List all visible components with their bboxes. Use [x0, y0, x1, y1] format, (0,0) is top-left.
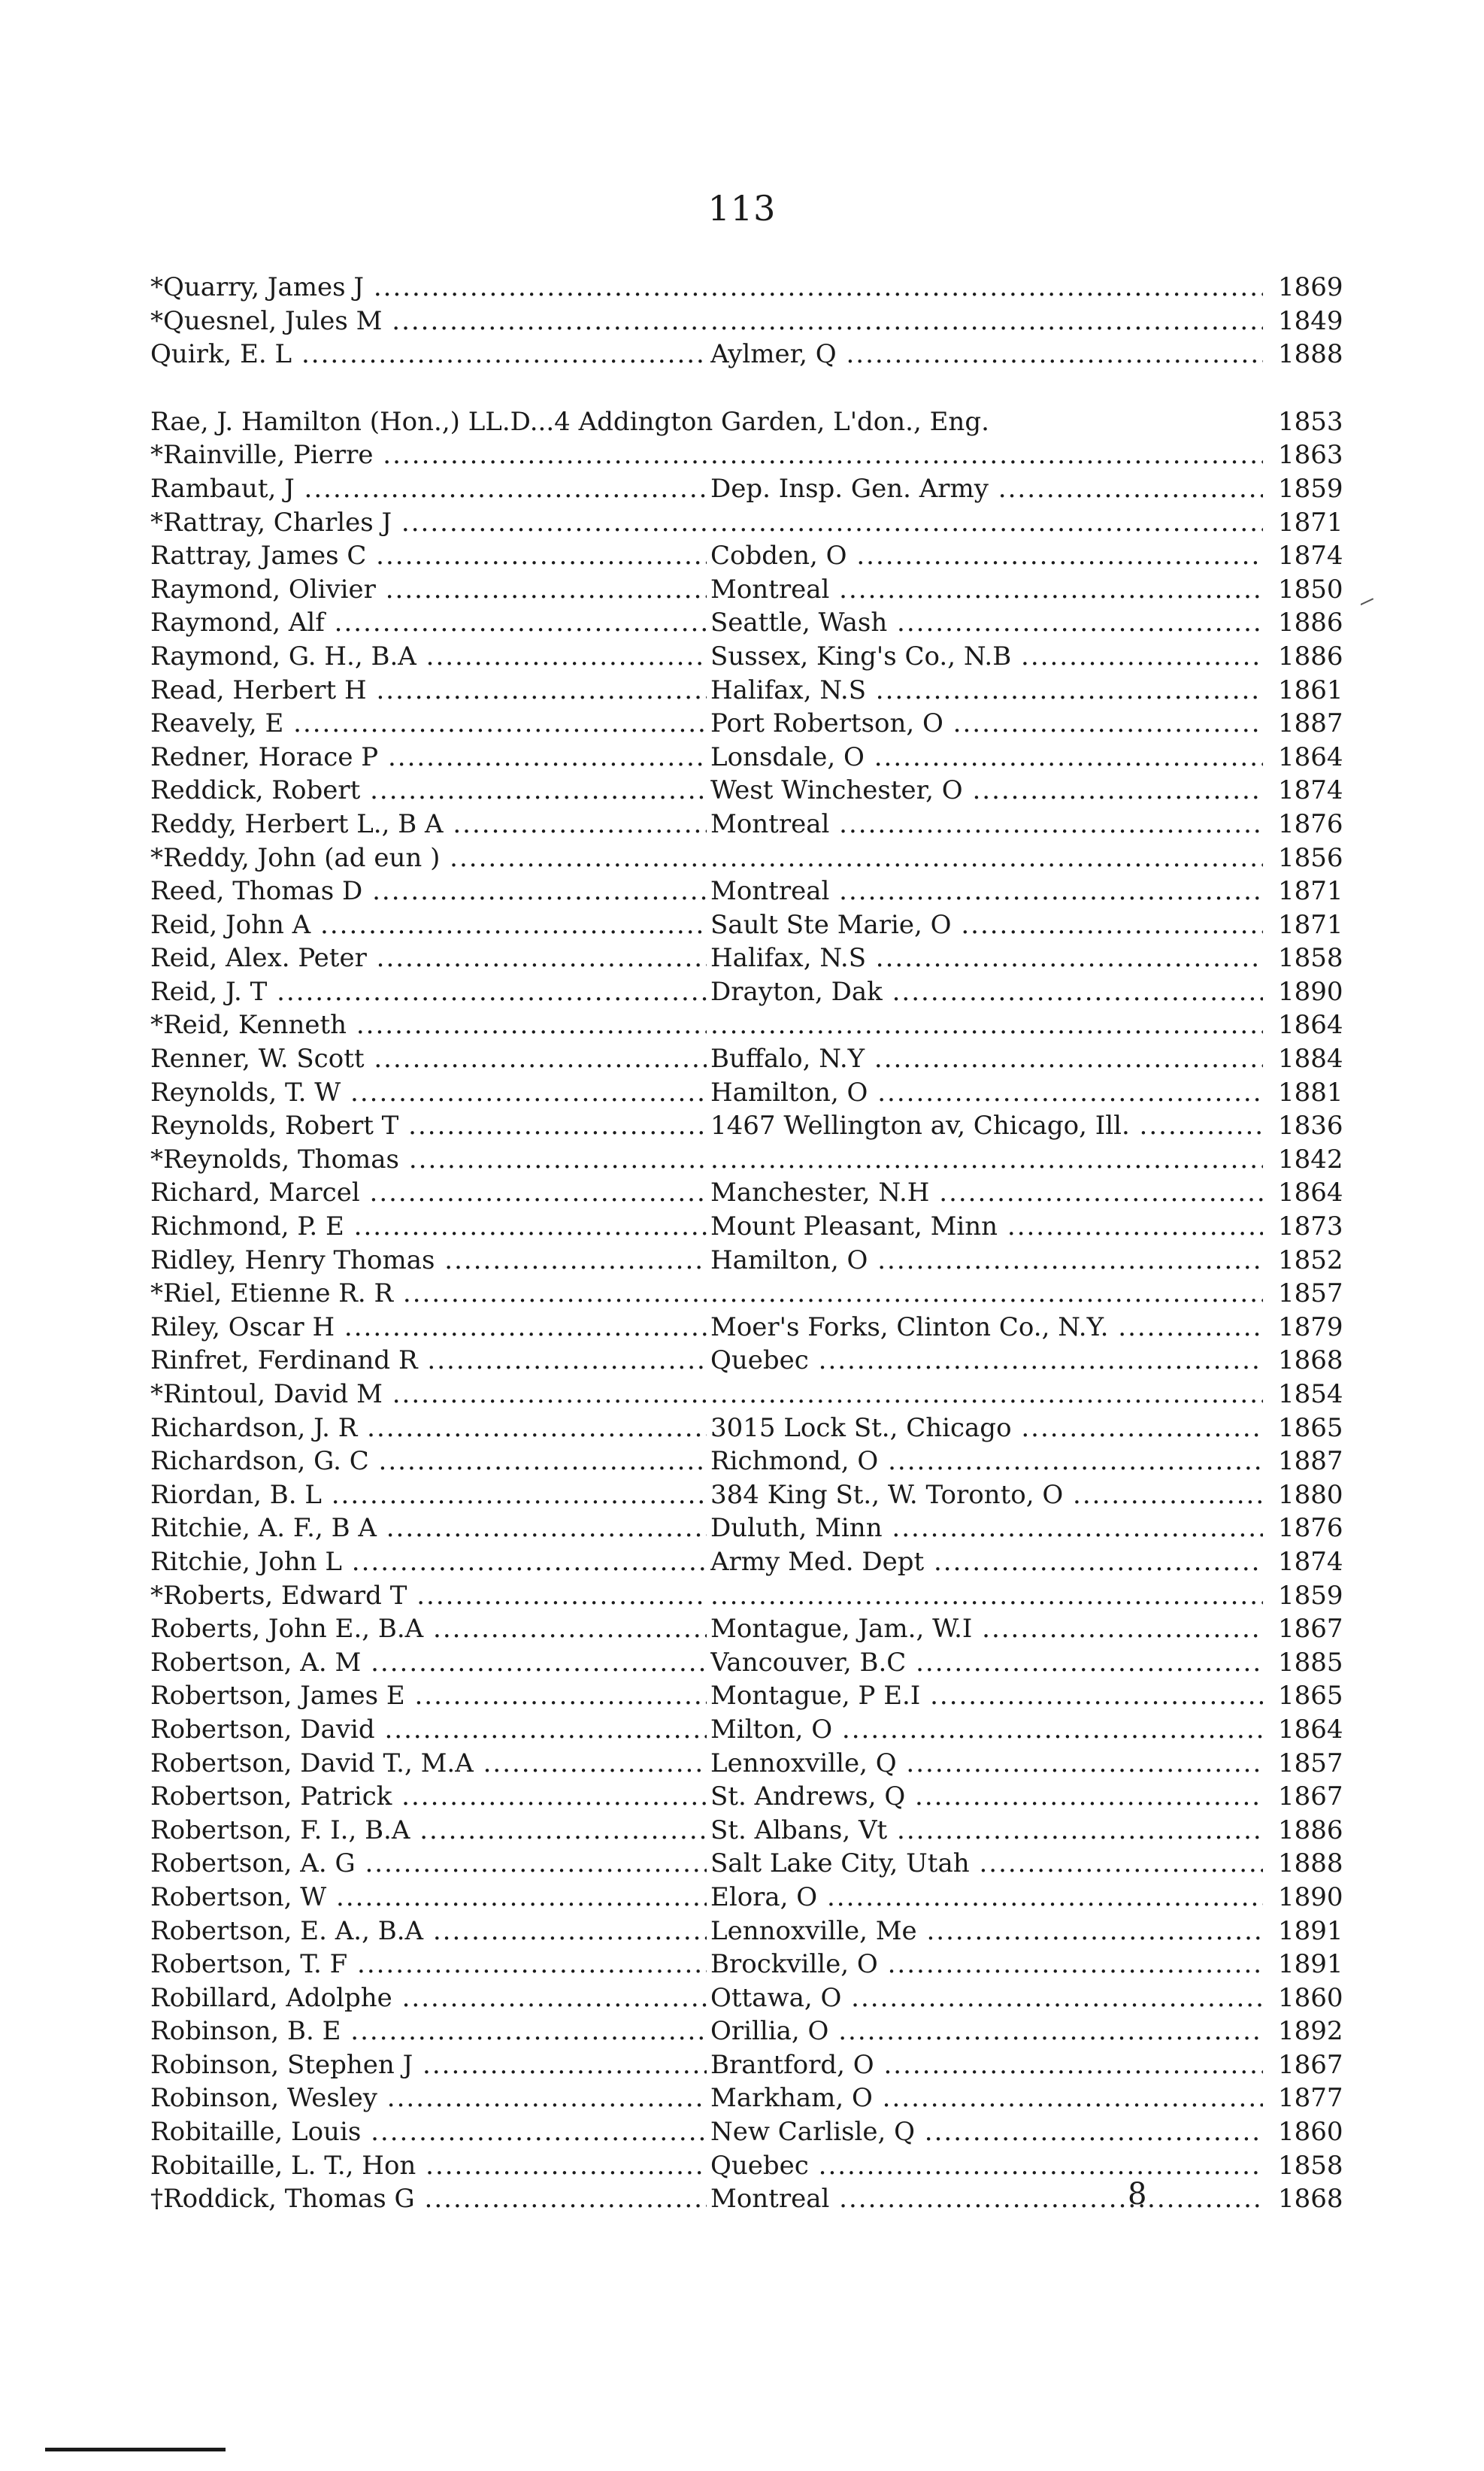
entry-location: Duluth, Minn .....	[710, 1511, 1263, 1545]
entry-location: Buffalo, N.Y .....	[710, 1042, 1263, 1076]
entry-year: 1861	[1272, 674, 1361, 708]
directory-entry	[150, 808, 1361, 841]
entry-year: 1887	[1272, 707, 1361, 741]
entry-location: Salt Lake City, Utah .....	[710, 1847, 1263, 1881]
entry-year: 1887	[1272, 1445, 1361, 1478]
entry-name: Robertson, W .....	[150, 1881, 707, 1915]
entry-year: 1874	[1272, 774, 1361, 808]
entry-year: 1867	[1272, 2048, 1361, 2082]
entry-name: Quirk, E. L .....	[150, 338, 707, 371]
directory-entry	[150, 305, 1361, 338]
entry-name: Reid, Alex. Peter .....	[150, 941, 707, 975]
entry-name: Reddick, Robert .....	[150, 774, 707, 808]
entry-location: St. Andrews, Q .....	[710, 1780, 1263, 1814]
directory-entry	[150, 1176, 1361, 1210]
entry-year: 1867	[1272, 1612, 1361, 1646]
entry-year: 1860	[1272, 2115, 1361, 2149]
entry-name: Raymond, Olivier .....	[150, 573, 707, 607]
directory-entry	[150, 271, 1361, 305]
entry-name: Robertson, F. I., B.A .....	[150, 1814, 707, 1848]
directory-entry	[150, 2182, 1361, 2216]
directory-entry	[150, 1545, 1361, 1579]
entry-year: 1850	[1272, 573, 1361, 607]
entry-name: Reddy, Herbert L., B A .....	[150, 808, 707, 841]
entry-location: Manchester, N.H .....	[710, 1176, 1263, 1210]
entry-name: Robertson, A. G .....	[150, 1847, 707, 1881]
entry-year: 1867	[1272, 1780, 1361, 1814]
entry-year: 1871	[1272, 875, 1361, 908]
directory-entry	[150, 640, 1361, 674]
directory-entry	[150, 1915, 1361, 1948]
entry-name: Richmond, P. E .....	[150, 1210, 707, 1244]
entry-year: 1890	[1272, 975, 1361, 1009]
entry-name: Ridley, Henry Thomas .....	[150, 1244, 707, 1278]
entry-name: Reavely, E .....	[150, 707, 707, 741]
directory-entry	[150, 1579, 1361, 1613]
directory-entry	[150, 1881, 1361, 1915]
entry-name: Riley, Oscar H .....	[150, 1311, 707, 1345]
entry-name: Redner, Horace P .....	[150, 741, 707, 775]
directory-list	[150, 271, 1361, 2216]
directory-entry	[150, 472, 1361, 506]
entry-year: 1871	[1272, 908, 1361, 942]
entry-name: Riordan, B. L .....	[150, 1478, 707, 1512]
entry-year: 1868	[1272, 1344, 1361, 1378]
directory-entry	[150, 1143, 1361, 1177]
directory-entry	[150, 1109, 1361, 1143]
entry-name: Reid, J. T .....	[150, 975, 707, 1009]
entry-year: 1860	[1272, 1981, 1361, 2015]
directory-entry	[150, 1277, 1361, 1311]
entry-name: Robertson, T. F .....	[150, 1948, 707, 1981]
entry-location: Hamilton, O .....	[710, 1076, 1263, 1110]
entry-name: Raymond, G. H., B.A .....	[150, 640, 707, 674]
directory-entry	[150, 438, 1361, 472]
entry-name: *Quarry, James J .....	[150, 271, 707, 305]
directory-entry	[150, 1847, 1361, 1881]
directory-entry	[150, 1747, 1361, 1781]
entry-year: 1856	[1272, 841, 1361, 875]
entry-name: Robinson, B. E .....	[150, 2015, 707, 2048]
entry-location: 384 King St., W. Toronto, O .....	[710, 1478, 1263, 1512]
directory-entry	[150, 1679, 1361, 1713]
directory-entry	[150, 338, 1361, 371]
entry-location: Lonsdale, O .....	[710, 741, 1263, 775]
directory-entry	[150, 1612, 1361, 1646]
entry-year: 1884	[1272, 1042, 1361, 1076]
entry-name: Robertson, Patrick .....	[150, 1780, 707, 1814]
entry-name: Richard, Marcel .....	[150, 1176, 707, 1210]
entry-location: Mount Pleasant, Minn .....	[710, 1210, 1263, 1244]
entry-name: Reynolds, T. W .....	[150, 1076, 707, 1110]
directory-entry	[150, 908, 1361, 942]
entry-location: Markham, O .....	[710, 2081, 1263, 2115]
entry-year: 1857	[1272, 1277, 1361, 1311]
entry-location: Port Robertson, O .....	[710, 707, 1263, 741]
entry-location: Aylmer, Q .....	[710, 338, 1263, 371]
entry-name: Rae, J. Hamilton (Hon.,) LL.D...4 Addington Garden, L'don., Eng.	[150, 406, 989, 437]
entry-location	[710, 1378, 1263, 1411]
entry-location: Moer's Forks, Clinton Co., N.Y. .....	[710, 1311, 1263, 1345]
entry-name: Renner, W. Scott .....	[150, 1042, 707, 1076]
entry-name: Robinson, Stephen J .....	[150, 2048, 707, 2082]
entry-year: 1865	[1272, 1411, 1361, 1445]
entry-location: Montreal .....	[710, 875, 1263, 908]
signature-mark: 8	[1128, 2177, 1147, 2212]
entry-location: Drayton, Dak .....	[710, 975, 1263, 1009]
directory-entry	[150, 2015, 1361, 2048]
entry-location: Montague, Jam., W.I .....	[710, 1612, 1263, 1646]
entry-location: Lennoxville, Q .....	[710, 1747, 1263, 1781]
entry-location: Elora, O .....	[710, 1881, 1263, 1915]
entry-location: New Carlisle, Q .....	[710, 2115, 1263, 2149]
entry-location: Vancouver, B.C .....	[710, 1646, 1263, 1680]
directory-entry	[150, 1042, 1361, 1076]
entry-location	[710, 271, 1263, 305]
entry-year: 1858	[1272, 941, 1361, 975]
entry-location	[710, 438, 1263, 472]
entry-location: Hamilton, O .....	[710, 1244, 1263, 1278]
directory-entry	[150, 1478, 1361, 1512]
entry-year: 1868	[1272, 2182, 1361, 2216]
entry-name: *Rattray, Charles J .....	[150, 506, 707, 540]
entry-year: 1874	[1272, 1545, 1361, 1579]
entry-location: St. Albans, Vt .....	[710, 1814, 1263, 1848]
directory-entry	[150, 774, 1361, 808]
entry-name: Robitaille, Louis .....	[150, 2115, 707, 2149]
directory-entry	[150, 2048, 1361, 2082]
entry-location: Dep. Insp. Gen. Army .....	[710, 472, 1263, 506]
entry-year: 1865	[1272, 1679, 1361, 1713]
entry-year: 1873	[1272, 1210, 1361, 1244]
directory-entry	[150, 841, 1361, 875]
directory-entry	[150, 2149, 1361, 2183]
directory-entry	[150, 875, 1361, 908]
entry-year: 1858	[1272, 2149, 1361, 2183]
entry-year: 1874	[1272, 539, 1361, 573]
entry-year: 1888	[1272, 338, 1361, 371]
entry-year: 1849	[1272, 305, 1361, 338]
entry-location	[710, 1579, 1263, 1613]
entry-year: 1886	[1272, 640, 1361, 674]
entry-name: Raymond, Alf .....	[150, 606, 707, 640]
directory-entry	[150, 741, 1361, 775]
entry-location: Sault Ste Marie, O .....	[710, 908, 1263, 942]
entry-location: Orillia, O .....	[710, 2015, 1263, 2048]
entry-name: Reid, John A .....	[150, 908, 707, 942]
entry-year: 1890	[1272, 1881, 1361, 1915]
entry-location: Montreal .....	[710, 573, 1263, 607]
entry-name: Richardson, J. R .....	[150, 1411, 707, 1445]
entry-name: Robertson, E. A., B.A .....	[150, 1915, 707, 1948]
entry-location: West Winchester, O .....	[710, 774, 1263, 808]
entry-year: 1852	[1272, 1244, 1361, 1278]
entry-year: 1891	[1272, 1948, 1361, 1981]
entry-year: 1864	[1272, 1713, 1361, 1747]
directory-entry	[150, 1344, 1361, 1378]
directory-entry	[150, 606, 1361, 640]
entry-name: Roberts, John E., B.A .....	[150, 1612, 707, 1646]
directory-entry	[150, 674, 1361, 708]
directory-entry	[150, 941, 1361, 975]
ink-smudge	[45, 2448, 226, 2451]
entry-name: Rattray, James C .....	[150, 539, 707, 573]
entry-name: Robitaille, L. T., Hon .....	[150, 2149, 707, 2183]
entry-year: 1885	[1272, 1646, 1361, 1680]
directory-entry	[150, 506, 1361, 540]
entry-name: Ritchie, John L .....	[150, 1545, 707, 1579]
entry-year: 1891	[1272, 1915, 1361, 1948]
directory-entry	[150, 1445, 1361, 1478]
entry-location	[710, 305, 1263, 338]
entry-location: Sussex, King's Co., N.B .....	[710, 640, 1263, 674]
entry-year: 1877	[1272, 2081, 1361, 2115]
entry-year: 1871	[1272, 506, 1361, 540]
entry-name: Richardson, G. C .....	[150, 1445, 707, 1478]
entry-year: 1853	[1272, 405, 1361, 439]
directory-entry	[150, 1981, 1361, 2015]
entry-location: Halifax, N.S .....	[710, 674, 1263, 708]
directory-entry	[150, 707, 1361, 741]
directory-entry	[150, 1646, 1361, 1680]
entry-year: 1863	[1272, 438, 1361, 472]
entry-year: 1836	[1272, 1109, 1361, 1143]
entry-year: 1864	[1272, 1176, 1361, 1210]
directory-entry	[150, 405, 1361, 439]
entry-location: Quebec .....	[710, 2149, 1263, 2183]
entry-year: 1876	[1272, 808, 1361, 841]
entry-location: Montreal .....	[710, 808, 1263, 841]
entry-location: Army Med. Dept .....	[710, 1545, 1263, 1579]
page-number: 113	[707, 188, 777, 229]
entry-location: Seattle, Wash .....	[710, 606, 1263, 640]
directory-entry	[150, 1511, 1361, 1545]
directory-entry	[150, 1244, 1361, 1278]
entry-year: 1857	[1272, 1747, 1361, 1781]
entry-year: 1879	[1272, 1311, 1361, 1345]
entry-year: 1886	[1272, 1814, 1361, 1848]
directory-entry	[150, 975, 1361, 1009]
directory-entry	[150, 573, 1361, 607]
directory-entry	[150, 1948, 1361, 1981]
entry-name: *Reynolds, Thomas .....	[150, 1143, 707, 1177]
directory-entry	[150, 1311, 1361, 1345]
entry-year: 1864	[1272, 1008, 1361, 1042]
entry-location: Halifax, N.S .....	[710, 941, 1263, 975]
entry-location	[710, 1277, 1263, 1311]
entry-location	[710, 1143, 1263, 1177]
directory-entry	[150, 1378, 1361, 1411]
entry-location: Milton, O .....	[710, 1713, 1263, 1747]
entry-year: 1881	[1272, 1076, 1361, 1110]
entry-name: Robertson, David T., M.A .....	[150, 1747, 707, 1781]
directory-entry	[150, 1210, 1361, 1244]
entry-year: 1892	[1272, 2015, 1361, 2048]
entry-name: Robertson, James E .....	[150, 1679, 707, 1713]
entry-year: 1864	[1272, 741, 1361, 775]
directory-entry	[150, 1076, 1361, 1110]
entry-location: Brantford, O .....	[710, 2048, 1263, 2082]
entry-year: 1854	[1272, 1378, 1361, 1411]
entry-year: 1876	[1272, 1511, 1361, 1545]
entry-location: Quebec .....	[710, 1344, 1263, 1378]
directory-entry	[150, 1713, 1361, 1747]
entry-name: Robillard, Adolphe .....	[150, 1981, 707, 2015]
entry-name: Robertson, David .....	[150, 1713, 707, 1747]
entry-name: Robinson, Wesley .....	[150, 2081, 707, 2115]
entry-name: Read, Herbert H .....	[150, 674, 707, 708]
directory-entry	[150, 2081, 1361, 2115]
entry-name: *Reddy, John (ad eun ) .....	[150, 841, 707, 875]
entry-location: Ottawa, O .....	[710, 1981, 1263, 2015]
entry-location	[710, 1008, 1263, 1042]
entry-location: 3015 Lock St., Chicago .....	[710, 1411, 1263, 1445]
entry-name: *Roberts, Edward T .....	[150, 1579, 707, 1613]
entry-year: 1886	[1272, 606, 1361, 640]
entry-location	[710, 841, 1263, 875]
entry-location: Montreal .....	[710, 2182, 1263, 2216]
entry-location: Lennoxville, Me .....	[710, 1915, 1263, 1948]
directory-entry	[150, 1008, 1361, 1042]
entry-location: 1467 Wellington av, Chicago, Ill. .....	[710, 1109, 1263, 1143]
entry-location	[710, 506, 1263, 540]
directory-entry	[150, 539, 1361, 573]
entry-name: *Rintoul, David M .....	[150, 1378, 707, 1411]
entry-location: Montague, P E.I .....	[710, 1679, 1263, 1713]
entry-year: 1888	[1272, 1847, 1361, 1881]
entry-name: Ritchie, A. F., B A .....	[150, 1511, 707, 1545]
entry-name: *Rainville, Pierre .....	[150, 438, 707, 472]
entry-name: Reynolds, Robert T .....	[150, 1109, 707, 1143]
entry-name: †Roddick, Thomas G .....	[150, 2182, 707, 2216]
entry-year: 1842	[1272, 1143, 1361, 1177]
entry-name: *Reid, Kenneth .....	[150, 1008, 707, 1042]
entry-name: Rambaut, J .....	[150, 472, 707, 506]
entry-location: Cobden, O .....	[710, 539, 1263, 573]
entry-name: Rinfret, Ferdinand R .....	[150, 1344, 707, 1378]
directory-entry	[150, 2115, 1361, 2149]
entry-year: 1880	[1272, 1478, 1361, 1512]
entry-name: Robertson, A. M .....	[150, 1646, 707, 1680]
entry-location: Brockville, O .....	[710, 1948, 1263, 1981]
directory-entry	[150, 1411, 1361, 1445]
entry-year: 1859	[1272, 472, 1361, 506]
directory-entry	[150, 1814, 1361, 1848]
entry-year: 1869	[1272, 271, 1361, 305]
entry-name: Reed, Thomas D .....	[150, 875, 707, 908]
entry-location: Richmond, O .....	[710, 1445, 1263, 1478]
directory-entry	[150, 1780, 1361, 1814]
entry-name: *Riel, Etienne R. R .....	[150, 1277, 707, 1311]
entry-year: 1859	[1272, 1579, 1361, 1613]
entry-name: *Quesnel, Jules M .....	[150, 305, 707, 338]
